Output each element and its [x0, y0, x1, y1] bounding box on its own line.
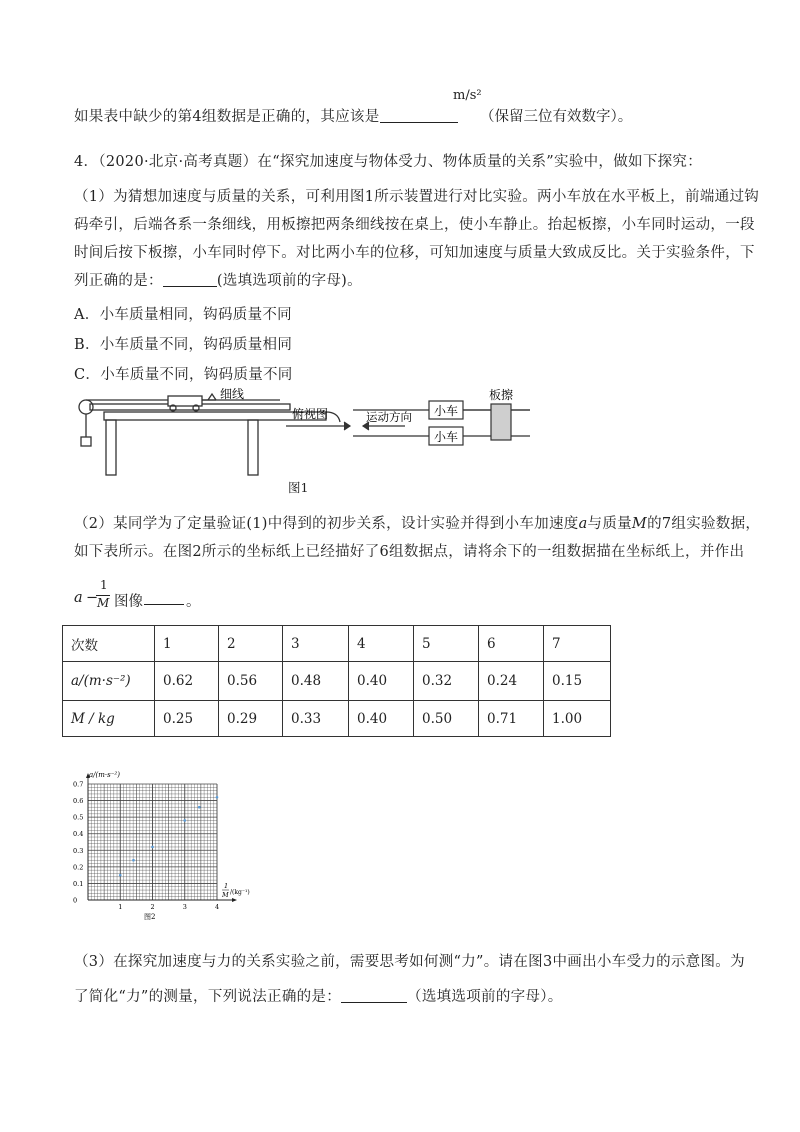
table-cell: 0.29	[219, 701, 283, 737]
data-point	[119, 874, 122, 877]
var-m: M	[631, 516, 648, 532]
graph-label: 图像	[114, 594, 143, 610]
row-label-m: M / kg	[63, 701, 155, 737]
header-cell: 4	[349, 626, 414, 662]
x-axis-label-numerator: 1	[224, 882, 229, 890]
option-a: A．小车质量相同，钩码质量不同	[74, 307, 292, 323]
q4-part2-text: 与质量	[587, 516, 632, 532]
x-tick-label: 4	[215, 903, 220, 911]
y-tick-label: 0.3	[73, 846, 84, 855]
y-tick-label: 0.1	[73, 879, 84, 888]
q4-part3-prompt: 了简化“力”的测量，下列说法正确的是：	[74, 989, 342, 1005]
figure-2-chart	[60, 768, 260, 928]
q4-part1-answer-blank[interactable]	[163, 272, 217, 287]
table-row	[63, 626, 611, 662]
data-point	[151, 846, 154, 849]
q4-part1-line: 时间后按下板擦，小车同时停下。对比两小车的位移，可知加速度与质量大致成反比。关于实验条件，下	[74, 245, 755, 261]
table-cell: 0.15	[544, 662, 611, 701]
x-axis-unit: /(kg⁻¹)	[230, 889, 250, 896]
x-axis-label-denominator: M	[222, 891, 229, 899]
q3-text-before: 如果表中缺少的第4组数据是正确的，其应该是	[74, 109, 380, 125]
table-cell: 0.71	[479, 701, 544, 737]
table-cell: 0.24	[479, 662, 544, 701]
data-point	[183, 819, 186, 822]
table-row	[63, 701, 611, 737]
table-cell: 0.33	[283, 701, 349, 737]
q4-part1-last-line	[74, 269, 362, 290]
label-thread: 细线	[220, 387, 245, 401]
q3-answer-line	[74, 105, 458, 126]
y-tick-label: 0.4	[73, 830, 84, 839]
top-view-arrow	[286, 422, 350, 430]
q3-text-after: （保留三位有效数字）。	[480, 109, 633, 125]
row-label-a: a/(m·s⁻²)	[63, 662, 155, 701]
q4-part1-line: （1）为猜想加速度与质量的关系，可利用图1所示装置进行对比实验。两小车放在水平板上，前端通过钩	[74, 189, 760, 205]
q4-part3-line2	[74, 985, 563, 1006]
q3-unit: m/s²	[453, 88, 482, 103]
y-axis-label: a/(m·s⁻²)	[89, 771, 120, 779]
figure-1-caption: 图1	[288, 480, 309, 495]
header-cell: 6	[479, 626, 544, 662]
data-point	[216, 796, 219, 799]
label-eraser: 板擦	[489, 388, 514, 402]
period: 。	[186, 594, 201, 610]
y-tick-label: 0	[73, 896, 78, 905]
fraction-denominator: M	[97, 596, 110, 610]
q4-part2-line1	[74, 512, 760, 533]
q4-part1-line: 码牵引，后端各系一条细线，用板擦把两条细线按在桌上，使小车静止。抬起板擦，小车同时运动，一段	[74, 217, 755, 233]
table-cell: 0.56	[219, 662, 283, 701]
q4-part2-text: 的7组实验数据，	[647, 516, 761, 532]
x-tick-label: 2	[150, 903, 155, 911]
y-tick-labels	[73, 781, 83, 905]
table-cell: 0.48	[283, 662, 349, 701]
y-tick-label: 0.7	[73, 780, 84, 789]
label-direction: 运动方向	[366, 410, 412, 424]
minus-sign: −	[86, 590, 99, 606]
header-cell: 3	[283, 626, 349, 662]
table-cell: 0.40	[349, 701, 414, 737]
header-cell: 7	[544, 626, 611, 662]
header-cell: 1	[155, 626, 219, 662]
data-point	[198, 806, 201, 809]
y-tick-label: 0.2	[73, 863, 84, 872]
var-a: a	[578, 516, 588, 532]
table-cell: 0.32	[414, 662, 479, 701]
table-cell: 0.40	[349, 662, 414, 701]
q4-part1-prompt: 列正确的是：	[74, 273, 163, 289]
x-tick-label: 1	[118, 903, 123, 911]
header-cell: 5	[414, 626, 479, 662]
graph-paper-grid	[88, 784, 217, 900]
table-cell: 1.00	[544, 701, 611, 737]
option-b: B．小车质量不同，钩码质量相同	[74, 337, 293, 353]
q4-part3-line1: （3）在探究加速度与力的关系实验之前，需要思考如何测“力”。请在图3中画出小车受力的示意图。为	[74, 954, 745, 970]
table-cell: 0.25	[155, 701, 219, 737]
header-cell: 次数	[63, 626, 155, 662]
figure-2-caption: 图2	[144, 913, 156, 921]
q4-part3-answer-blank[interactable]	[341, 988, 407, 1003]
q4-header: 4．（2020·北京·高考真题）在“探究加速度与物体受力、物体质量的关系”实验中，做如下探究：	[74, 154, 703, 170]
y-tick-label: 0.6	[73, 797, 84, 806]
var-a: a	[74, 590, 83, 606]
table-cell: 0.62	[155, 662, 219, 701]
label-car-2: 小车	[434, 430, 459, 444]
q4-part1-instruction: (选填选项前的字母)。	[216, 273, 362, 289]
fraction-numerator: 1	[100, 578, 108, 592]
y-tick-label: 0.5	[73, 813, 84, 822]
x-tick-label: 3	[182, 903, 187, 911]
q4-part2-text: （2）某同学为了定量验证(1)中得到的初步关系，设计实验并得到小车加速度	[74, 516, 579, 532]
label-top-view: 俯视图	[292, 407, 329, 421]
q4-part2-line2: 如下表所示。在图2所示的坐标纸上已经描好了6组数据点，请将余下的一组数据描在坐标纸上，并作出	[74, 544, 745, 560]
label-car-1: 小车	[434, 404, 459, 418]
data-point	[132, 859, 135, 862]
option-c: C．小车质量不同，钩码质量不同	[74, 367, 293, 383]
table-cell: 0.50	[414, 701, 479, 737]
chart-axes	[86, 773, 237, 902]
x-axis-arrow	[232, 898, 237, 902]
q4-part3-instruction: （选填选项前的字母）。	[407, 989, 563, 1005]
table-row	[63, 662, 611, 701]
data-table	[62, 625, 611, 737]
x-tick-labels	[118, 903, 219, 911]
q3-answer-blank[interactable]	[380, 108, 458, 123]
header-cell: 2	[219, 626, 283, 662]
q4-part2-answer-blank[interactable]	[144, 590, 184, 605]
